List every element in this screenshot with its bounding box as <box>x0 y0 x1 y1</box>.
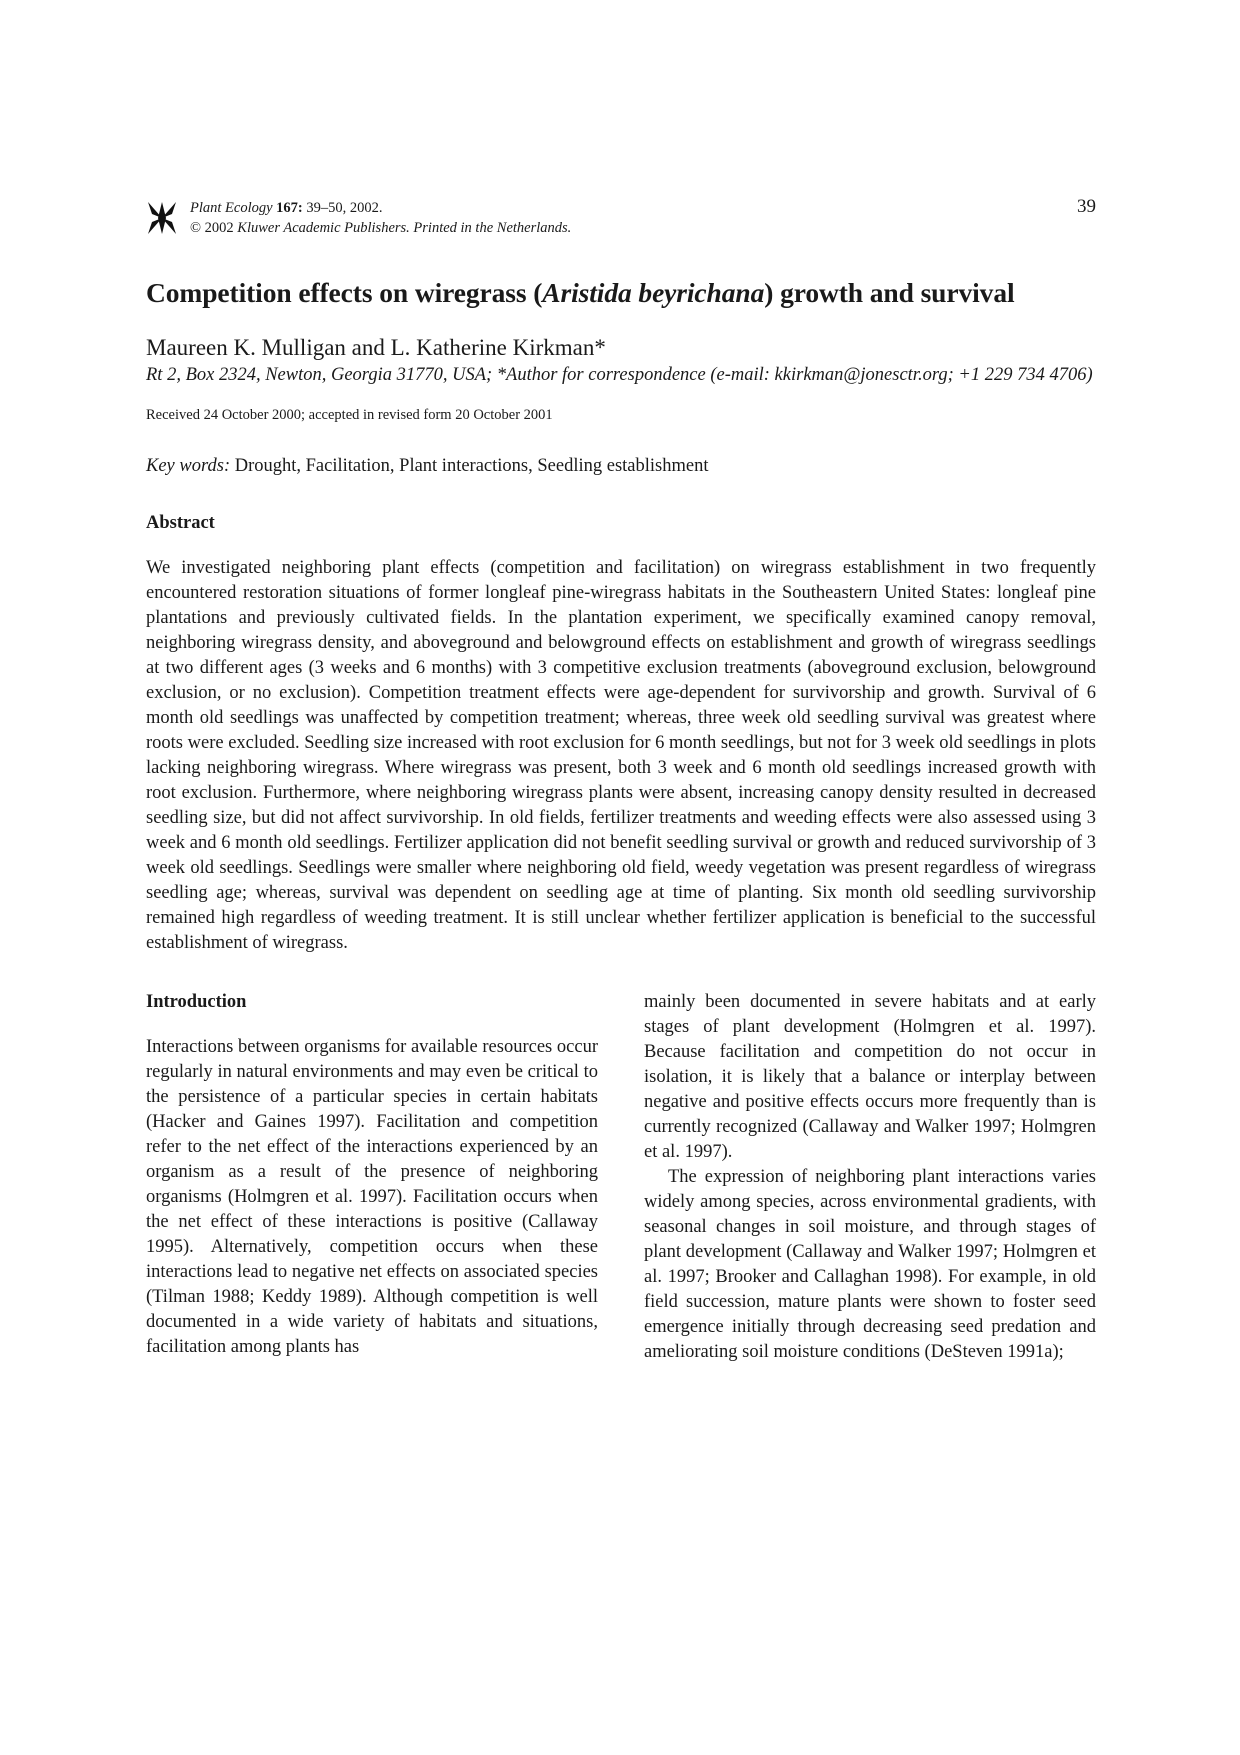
title-species: Aristida beyrichana <box>542 277 765 308</box>
page-number: 39 <box>1077 196 1096 217</box>
keywords <box>146 454 1096 479</box>
journal-pages: 39–50, 2002. <box>302 200 383 216</box>
publisher-line: Kluwer Academic Publishers. Printed in the Netherlands. <box>237 220 572 236</box>
title-after: ) growth and survival <box>764 277 1015 308</box>
intro-paragraph-1-continued: mainly been documented in severe habitats and at early stages of plant development (Holmgren et al. 1997). Because facilitation and competition do not occur in isolation, it is likely that a balance or interplay between negative and positive effects occurs more frequently than is currently recognized (Callaway and Walker 1997; Holmgren et al. 1997). <box>644 992 1096 1162</box>
journal-page <box>146 196 1096 1365</box>
authors: Maureen K. Mulligan and L. Katherine Kirkman* <box>146 335 606 360</box>
abstract-text: We investigated neighboring plant effects (competition and facilitation) on wiregrass establishment in two frequently encountered restoration situations of former longleaf pine-wiregrass habitats in the Southeastern United States: longleaf pine plantations and previously cultivated fields. In the plantation experiment, we specifically examined canopy removal, neighboring wiregrass density, and aboveground and belowground effects on establishment and growth of wiregrass seedlings at two different ages (3 weeks and 6 months) with 3 competitive exclusion treatments (aboveground exclusion, belowground exclusion, or no exclusion). Competition treatment effects were age-dependent for survivorship and growth. Survival of 6 month old seedlings was unaffected by competition treatment; whereas, three week old seedling survival was greatest where roots were excluded. Seedling size increased with root exclusion for 6 month seedlings, but not for 3 week old seedlings in plots lacking neighboring wiregrass. Where wiregrass was present, both 3 week and 6 month old seedlings increased growth with root exclusion. Furthermore, where neighboring wiregrass plants were absent, increasing canopy density resulted in decreased seedling size, but did not affect survivorship. In old fields, fertilizer treatments and weeding effects were also assessed using 3 week and 6 month old seedlings. Fertilizer application did not benefit seedling survival or growth and reduced survivorship of 3 week old seedlings. Seedlings were smaller where neighboring old field, weedy vegetation was present regardless of wiregrass seedling age; whereas, survival was dependent on seedling age at time of planting. Six month old seedling survivorship remained high regardless of weeding treatment. It is still unclear whether fertilizer application is beneficial to the successful establishment of wiregrass. <box>146 558 1096 953</box>
publisher-logo-icon <box>146 198 178 238</box>
journal-line-2 <box>190 218 571 238</box>
right-column <box>644 990 1096 1365</box>
journal-header <box>146 196 1096 240</box>
paper-title <box>146 276 1096 310</box>
keywords-terms: Drought, Facilitation, Plant interactions, Seedling establishment <box>230 456 709 476</box>
left-column <box>146 990 598 1365</box>
introduction-heading: Introduction <box>146 992 247 1012</box>
journal-citation <box>190 198 571 238</box>
journal-name: Plant Ecology <box>190 200 273 216</box>
abstract-heading: Abstract <box>146 513 215 533</box>
journal-line-1 <box>190 198 571 218</box>
intro-paragraph-1: Interactions between organisms for available resources occur regularly in natural environments and may even be critical to the persistence of a particular species in certain habitats (Hacker and Gaines 1997). Facilitation and competition refer to the net effect of the interactions experienced by an organism as a result of the presence of neighboring organisms (Holmgren et al. 1997). Facilitation occurs when the net effect of these interactions is positive (Callaway 1995). Alternatively, competition occurs when these interactions lead to negative net effects on associated species (Tilman 1988; Keddy 1989). Although competition is well documented in a wide variety of habitats and situations, facilitation among plants has <box>146 1037 598 1357</box>
copyright-prefix: © 2002 <box>190 220 238 236</box>
received-dates: Received 24 October 2000; accepted in revised form 20 October 2001 <box>146 407 553 423</box>
intro-paragraph-2: The expression of neighboring plant interactions varies widely among species, across environmental gradients, with seasonal changes in soil moisture, and through stages of plant development (Callaway and Walker 1997; Holmgren et al. 1997; Brooker and Callaghan 1998). For example, in old field succession, mature plants were shown to foster seed emergence initially through decreasing seed predation and ameliorating soil moisture conditions (DeSteven 1991a); <box>644 1167 1096 1362</box>
affiliation: Rt 2, Box 2324, Newton, Georgia 31770, USA; *Author for correspondence (e-mail: kkirkman@jonesctr.org; +1 229 734 4706) <box>146 365 1093 385</box>
journal-volume: 167: <box>276 200 303 216</box>
keywords-label: Key words: <box>146 456 231 476</box>
title-before: Competition effects on wiregrass ( <box>146 277 543 308</box>
body-columns <box>146 990 1096 1365</box>
